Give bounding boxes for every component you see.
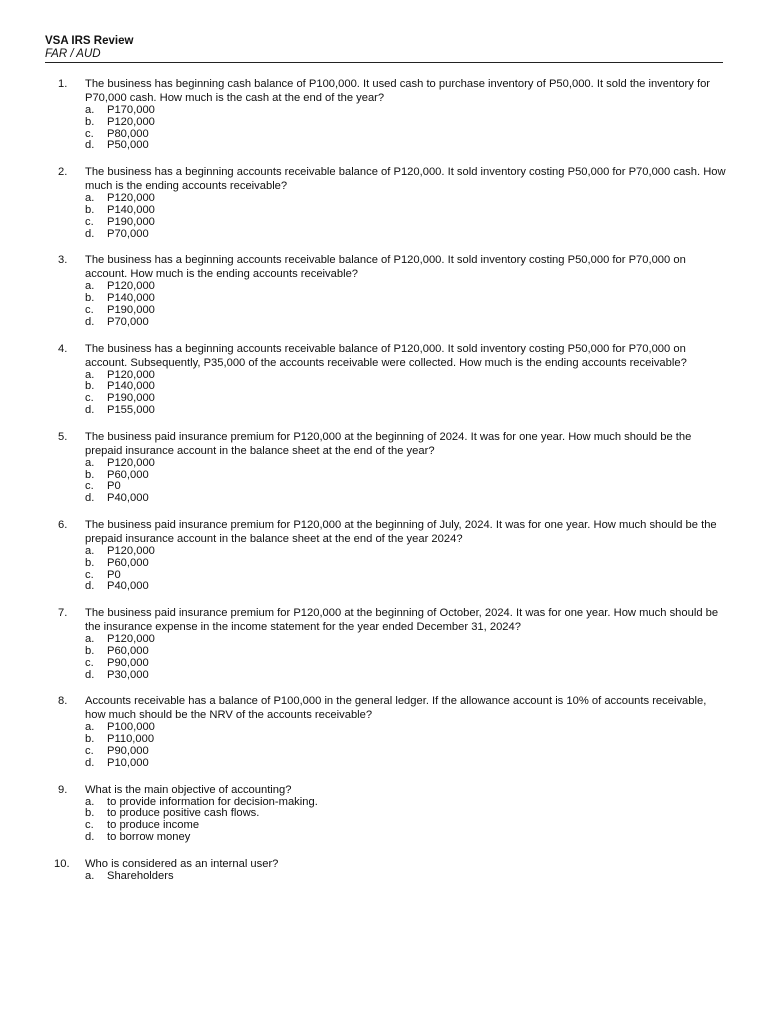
choice-letter: c. xyxy=(85,568,94,581)
choice-text: P10,000 xyxy=(107,756,149,769)
question-row xyxy=(58,430,728,458)
question-text: The business has a beginning accounts receivable balance of P120,000. It sold inventory costing P50,000 for P70,000 on account. How much is the ending accounts receivable? xyxy=(85,254,686,281)
choice-text: P70,000 xyxy=(107,227,149,240)
choice-list xyxy=(85,722,728,769)
question-row xyxy=(58,342,728,370)
choice-item xyxy=(85,458,728,470)
choice-letter: b. xyxy=(85,380,95,393)
choice-item xyxy=(85,393,728,405)
choice-letter: a. xyxy=(85,721,95,734)
choice-item xyxy=(85,658,728,670)
choice-text: P190,000 xyxy=(107,303,155,316)
choice-letter: d. xyxy=(85,668,95,681)
choice-text: P40,000 xyxy=(107,580,149,593)
choice-text: to borrow money xyxy=(107,830,191,843)
question-text: The business has beginning cash balance of P100,000. It used cash to purchase inventory of P50,000. It sold the inventory for P70,000 cash. How much is the cash at the end of the year? xyxy=(85,78,711,104)
choice-letter: d. xyxy=(85,139,95,152)
choice-item xyxy=(85,546,728,558)
choice-letter: c. xyxy=(85,127,94,140)
choice-list xyxy=(85,546,728,593)
choice-letter: c. xyxy=(85,480,94,493)
choice-letter: d. xyxy=(85,403,95,416)
choice-item xyxy=(85,734,728,746)
question-number: 9. xyxy=(58,783,68,796)
choice-letter: b. xyxy=(85,292,95,305)
choice-item xyxy=(85,493,728,505)
question-text: The business has a beginning accounts receivable balance of P120,000. It sold inventory costing P50,000 for P70,000 on account. Subsequently, P35,000 of the accounts receivable were collected. How much is the ending accounts receivable? xyxy=(85,342,687,369)
choice-letter: d. xyxy=(85,830,95,843)
header-title: VSA IRS Review xyxy=(45,35,134,47)
choice-item xyxy=(85,634,728,646)
choice-item xyxy=(85,646,728,658)
question-row xyxy=(58,694,728,722)
choice-text: P190,000 xyxy=(107,392,155,405)
choice-item xyxy=(85,722,728,734)
question-row xyxy=(58,165,728,193)
question-text: Who is considered as an internal user? xyxy=(85,857,279,870)
question-number: 8. xyxy=(58,695,68,708)
choice-text: P80,000 xyxy=(107,127,149,140)
choice-letter: c. xyxy=(85,215,94,228)
choice-letter: d. xyxy=(85,227,95,240)
choice-letter: c. xyxy=(85,656,94,669)
choice-letter: a. xyxy=(85,192,95,205)
choice-letter: a. xyxy=(85,456,95,469)
question-row xyxy=(58,518,728,546)
question-row xyxy=(58,783,728,797)
question-item xyxy=(58,342,728,417)
choice-letter: a. xyxy=(85,795,95,808)
choice-letter: d. xyxy=(85,315,95,328)
choice-item xyxy=(85,832,728,844)
choice-item xyxy=(85,140,728,152)
choice-text: to provide information for decision-making. xyxy=(107,795,318,808)
question-row xyxy=(58,606,728,634)
choice-text: P0 xyxy=(107,480,121,493)
choice-item xyxy=(85,305,728,317)
choice-text: P50,000 xyxy=(107,139,149,152)
choice-item xyxy=(85,581,728,593)
choice-item xyxy=(85,193,728,205)
choice-item xyxy=(85,293,728,305)
question-number: 7. xyxy=(58,607,68,620)
choice-letter: b. xyxy=(85,556,95,569)
choice-text: P120,000 xyxy=(107,456,155,469)
choice-item xyxy=(85,217,728,229)
question-item xyxy=(58,430,728,505)
choice-item xyxy=(85,317,728,329)
choice-item xyxy=(85,758,728,770)
choice-letter: c. xyxy=(85,303,94,316)
choice-text: P30,000 xyxy=(107,668,149,681)
question-item xyxy=(58,518,728,593)
question-text: The business paid insurance premium for P120,000 at the beginning of 2024. It was for one year. How much should be the prepaid insurance account in the balance sheet at the end of the year? xyxy=(85,430,692,457)
choice-text: P60,000 xyxy=(107,644,149,657)
choice-list xyxy=(85,370,728,417)
choice-text: to produce positive cash flows. xyxy=(107,807,260,820)
question-item xyxy=(54,857,728,883)
question-text: Accounts receivable has a balance of P100,000 in the general ledger. If the allowance account is 10% of accounts receivable, how much should be the NRV of the accounts receivable? xyxy=(85,695,707,722)
question-item xyxy=(58,783,728,844)
choice-text: P120,000 xyxy=(107,115,155,128)
choice-text: P120,000 xyxy=(107,544,155,557)
choice-letter: a. xyxy=(85,633,95,646)
choice-letter: a. xyxy=(85,280,95,293)
question-row xyxy=(54,857,728,871)
choice-text: P0 xyxy=(107,568,121,581)
choice-list xyxy=(85,281,728,328)
choice-list xyxy=(85,871,728,883)
choice-letter: c. xyxy=(85,744,94,757)
choice-item xyxy=(85,281,728,293)
question-item xyxy=(58,77,728,152)
choice-text: P190,000 xyxy=(107,215,155,228)
choice-text: P110,000 xyxy=(107,733,155,746)
choice-item xyxy=(85,405,728,417)
choice-list xyxy=(85,634,728,681)
choice-text: P140,000 xyxy=(107,203,155,216)
choice-letter: a. xyxy=(85,869,95,882)
question-text: The business has a beginning accounts receivable balance of P120,000. It sold inventory costing P50,000 for P70,000 cash. How much is the ending accounts receivable? xyxy=(85,166,726,193)
choice-text: P120,000 xyxy=(107,192,155,205)
question-number: 5. xyxy=(58,430,68,443)
choice-text: P155,000 xyxy=(107,403,155,416)
choice-letter: b. xyxy=(85,203,95,216)
question-text: The business paid insurance premium for P120,000 at the beginning of July, 2024. It was for one year. How much should be the prepaid insurance account in the balance sheet at the end of the year 2024? xyxy=(85,518,717,545)
choice-text: P70,000 xyxy=(107,315,149,328)
question-number: 3. xyxy=(58,254,68,267)
choice-item xyxy=(85,129,728,141)
question-number: 4. xyxy=(58,342,68,355)
question-item xyxy=(58,694,728,769)
document-header xyxy=(45,35,723,63)
question-item xyxy=(58,606,728,681)
choice-item xyxy=(85,381,728,393)
choice-letter: c. xyxy=(85,819,94,832)
choice-item xyxy=(85,481,728,493)
choice-list xyxy=(85,797,728,844)
question-item xyxy=(58,165,728,240)
question-text: What is the main objective of accounting? xyxy=(85,783,292,796)
choice-letter: b. xyxy=(85,644,95,657)
choice-letter: a. xyxy=(85,368,95,381)
choice-letter: d. xyxy=(85,492,95,505)
choice-text: P140,000 xyxy=(107,292,155,305)
question-number: 2. xyxy=(58,166,68,179)
choice-letter: b. xyxy=(85,807,95,820)
choice-text: to produce income xyxy=(107,819,200,832)
choice-text: Shareholders xyxy=(107,869,174,882)
choice-letter: a. xyxy=(85,104,95,116)
choice-item xyxy=(85,117,728,129)
choice-item xyxy=(85,670,728,682)
choice-letter: d. xyxy=(85,756,95,769)
choice-letter: d. xyxy=(85,580,95,593)
choice-item xyxy=(85,746,728,758)
choice-letter: b. xyxy=(85,468,95,481)
question-row xyxy=(58,77,728,105)
choice-text: P60,000 xyxy=(107,556,149,569)
choice-list xyxy=(85,193,728,240)
choice-item xyxy=(85,370,728,382)
choice-list xyxy=(85,458,728,505)
question-number: 6. xyxy=(58,518,68,531)
choice-text: P60,000 xyxy=(107,468,149,481)
header-subtitle: FAR / AUD xyxy=(45,48,101,60)
choice-item xyxy=(85,229,728,241)
choice-list xyxy=(85,105,728,152)
choice-letter: b. xyxy=(85,115,95,128)
question-row xyxy=(58,253,728,281)
choice-text: P40,000 xyxy=(107,492,149,505)
question-number: 10. xyxy=(54,857,70,870)
choice-letter: c. xyxy=(85,392,94,405)
question-list xyxy=(54,77,728,895)
choice-text: P140,000 xyxy=(107,380,155,393)
choice-text: P120,000 xyxy=(107,633,155,646)
choice-item xyxy=(85,470,728,482)
choice-text: P120,000 xyxy=(107,368,155,381)
choice-text: P90,000 xyxy=(107,744,149,757)
choice-letter: b. xyxy=(85,733,95,746)
question-item xyxy=(58,253,728,328)
question-number: 1. xyxy=(58,78,68,90)
choice-text: P170,000 xyxy=(107,104,155,116)
choice-text: P90,000 xyxy=(107,656,149,669)
choice-item xyxy=(85,105,728,117)
question-text: The business paid insurance premium for P120,000 at the beginning of October, 2024. It was for one year. How much should be the insurance expense in the income statement for the year ended December 31, 2024? xyxy=(85,607,719,634)
choice-item xyxy=(85,871,728,883)
choice-item xyxy=(85,558,728,570)
choice-text: P100,000 xyxy=(107,721,155,734)
choice-item xyxy=(85,570,728,582)
choice-text: P120,000 xyxy=(107,280,155,293)
choice-letter: a. xyxy=(85,544,95,557)
choice-item xyxy=(85,205,728,217)
